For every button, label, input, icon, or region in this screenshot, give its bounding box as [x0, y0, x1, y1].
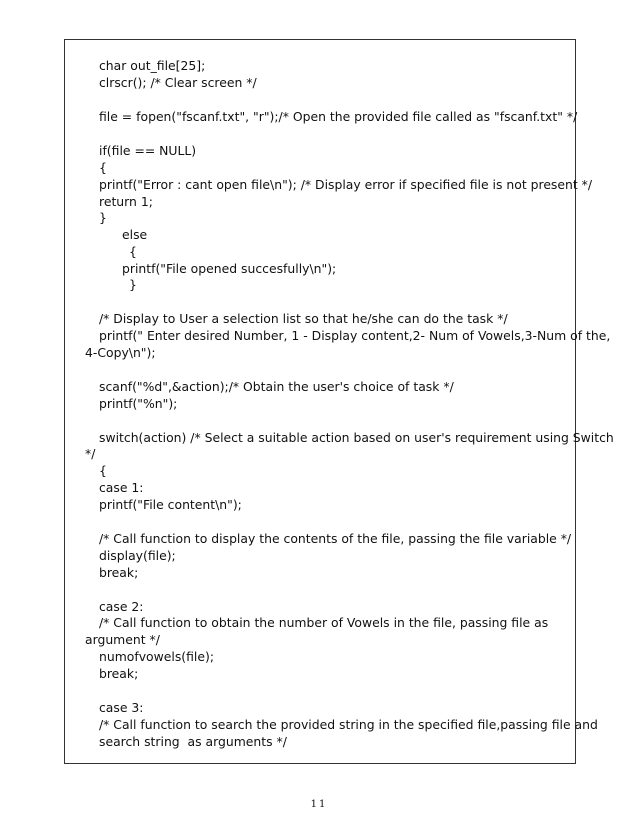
- code-line: /* Display to User a selection list so that he/she can do the task */: [99, 311, 508, 326]
- code-line: argument */: [85, 632, 160, 647]
- code-line: }: [129, 277, 137, 292]
- code-line: 4-Copy\n");: [85, 345, 156, 360]
- code-line: case 3:: [99, 700, 144, 715]
- code-line: file = fopen("fscanf.txt", "r");/* Open the provided file called as "fscanf.txt" */: [99, 109, 578, 124]
- code-line: char out_file[25];: [99, 58, 206, 73]
- code-line: {: [129, 244, 137, 259]
- code-line: case 1:: [99, 480, 144, 495]
- code-line: printf("File opened succesfully\n");: [122, 261, 337, 276]
- code-line: printf("File content\n");: [99, 497, 242, 512]
- code-line: break;: [99, 666, 139, 681]
- code-line: display(file);: [99, 548, 176, 563]
- code-line: */: [85, 446, 96, 461]
- code-line: if(file == NULL): [99, 143, 197, 158]
- code-line: /* Call function to obtain the number of Vowels in the file, passing file as: [99, 615, 549, 630]
- code-line: printf("%n");: [99, 396, 178, 411]
- code-line: scanf("%d",&action);/* Obtain the user's choice of task */: [99, 379, 454, 394]
- code-line: clrscr(); /* Clear screen */: [99, 75, 257, 90]
- code-line: {: [99, 463, 107, 478]
- code-line: printf(" Enter desired Number, 1 - Display content,2- Num of Vowels,3-Num of the,: [99, 328, 611, 343]
- code-line: else: [122, 227, 148, 242]
- code-line: break;: [99, 565, 139, 580]
- code-line: numofvowels(file);: [99, 649, 215, 664]
- code-line: return 1;: [99, 194, 153, 209]
- code-line: }: [99, 210, 107, 225]
- page-number: 11: [310, 799, 328, 810]
- code-line: /* Call function to search the provided string in the specified file,passing file and: [99, 717, 598, 732]
- code-line: printf("Error : cant open file\n"); /* Display error if specified file is not present */: [99, 177, 593, 192]
- code-line: /* Call function to display the contents of the file, passing the file variable */: [99, 531, 572, 546]
- code-line: case 2:: [99, 599, 144, 614]
- code-line: switch(action) /* Select a suitable action based on user's requirement using Switch: [99, 430, 614, 445]
- code-line: {: [99, 160, 107, 175]
- code-line: search string as arguments */: [99, 734, 287, 749]
